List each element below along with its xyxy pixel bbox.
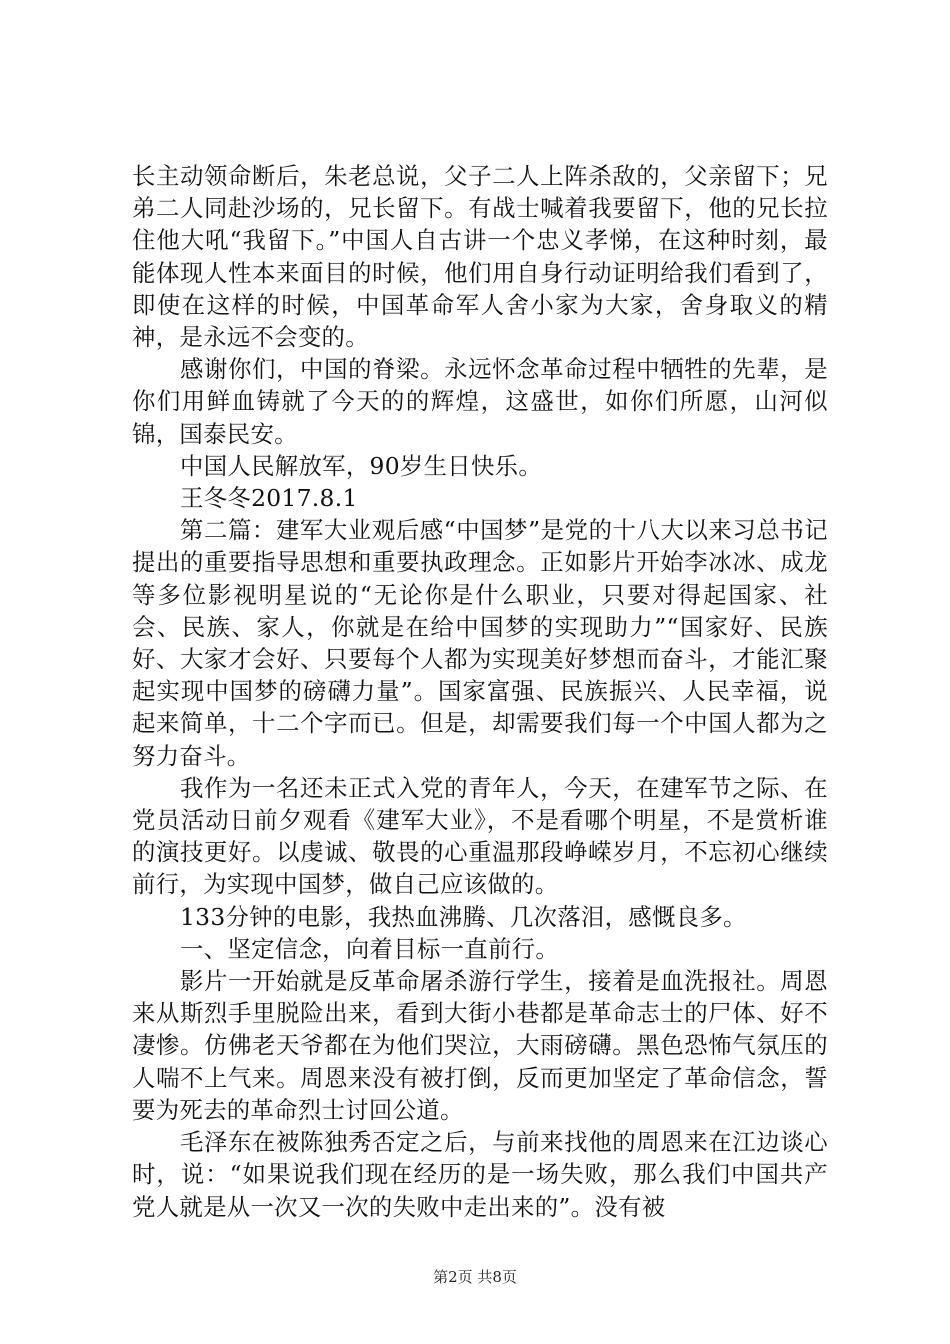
- paragraph-6: 我作为一名还未正式入党的青年人，今天，在建军节之际、在党员活动日前夕观看《建军大业》，不是看哪个明星，不是赏析谁的演技更好。以虔诚、敬畏的心重温那段峥嵘岁月，不忘初心继续前行，为实现中国梦，做自己应该做的。: [132, 773, 828, 899]
- paragraph-5: 第二篇：建军大业观后感“中国梦”是党的十八大以来习总书记提出的重要指导思想和重要执政理念。正如影片开始李冰冰、成龙等多位影视明星说的“无论你是什么职业，只要对得起国家、社会、民族、家人，你就是在给中国梦的实现助力”“国家好、民族好、大家才会好、只要每个人都为实现美好梦想而奋斗，才能汇聚起实现中国梦的磅礴力量”。国家富强、民族振兴、人民幸福，说起来简单，十二个字而已。但是，却需要我们每一个中国人都为之努力奋斗。: [132, 516, 828, 770]
- paragraph-2: 感谢你们，中国的脊梁。永远怀念革命过程中牺牲的先辈，是你们用鲜血铸就了今天的的辉煌，这盛世，如你们所愿，山河似锦，国泰民安。: [132, 355, 828, 448]
- document-body: [132, 160, 828, 1223]
- paragraph-7: 133分钟的电影，我热血沸腾、几次落泪，感慨良多。: [180, 902, 747, 931]
- signature-line: 王冬冬2017.8.1: [180, 484, 358, 513]
- page-footer: 第2页 共8页: [433, 1268, 517, 1286]
- paragraph-3: 中国人民解放军，90岁生日快乐。: [180, 451, 543, 480]
- paragraph-10: 毛泽东在被陈独秀否定之后，与前来找他的周恩来在江边谈心时，说：“如果说我们现在经历的是一场失败，那么我们中国共产党人就是从一次又一次的失败中走出来的”。没有被: [132, 1128, 828, 1221]
- paragraph-1: 长主动领命断后，朱老总说，父子二人上阵杀敌的，父亲留下；兄弟二人同赴沙场的，兄长留下。有战士喊着我要留下，他的兄长拉住他大吼“我留下。”中国人自古讲一个忠义孝悌，在这种时刻，最能体现人性本来面目的时候，他们用自身行动证明给我们看到了，即使在这样的时候，中国革命军人舍小家为大家，舍身取义的精神，是永远不会变的。: [132, 162, 828, 352]
- paragraph-9: 影片一开始就是反革命屠杀游行学生，接着是血洗报社。周恩来从斯烈手里脱险出来，看到大街小巷都是革命志士的尸体、好不凄惨。仿佛老天爷都在为他们哭泣，大雨磅礴。黑色恐怖气氛压的人喘不上气来。周恩来没有被打倒，反而更加坚定了革命信念，誓要为死去的革命烈士讨回公道。: [132, 967, 828, 1124]
- section-heading: 一、坚定信念，向着目标一直前行。: [180, 934, 560, 963]
